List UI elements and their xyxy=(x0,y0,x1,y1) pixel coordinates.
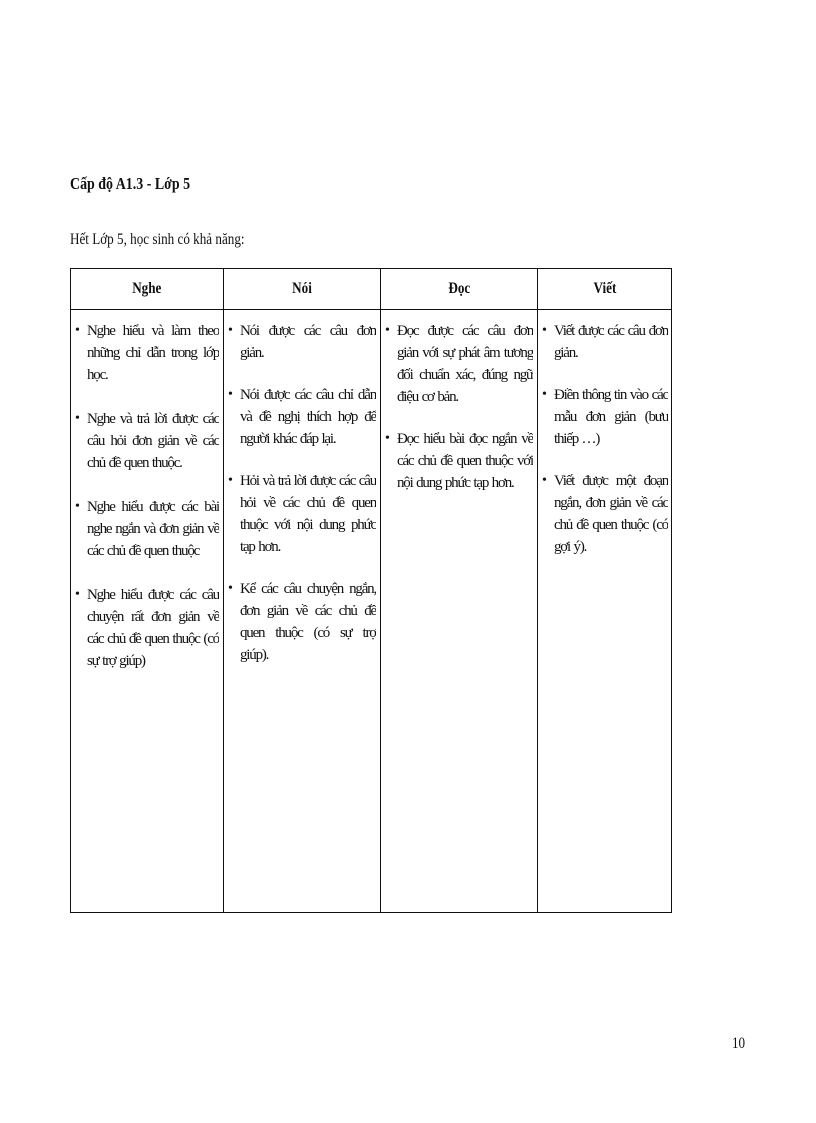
bullet-icon: • xyxy=(228,473,233,488)
header-label-doc: Đọc xyxy=(448,280,470,297)
list-item xyxy=(75,496,219,562)
section-heading: Cấp độ A1.3 - Lớp 5 xyxy=(70,174,191,193)
list-item xyxy=(228,320,376,364)
column-divider xyxy=(223,269,224,912)
list-item-text: Viết được các câu đơn giản. xyxy=(554,323,668,361)
list-item xyxy=(542,320,668,364)
cell-noi xyxy=(228,320,376,666)
list-item-text: Đọc được các câu đơn giản với sự phát âm tương đối chuẩn xác, đúng ngữ điệu cơ bản. xyxy=(397,323,533,405)
list-item xyxy=(542,470,668,558)
list-item-text: Nói được các câu đơn giản. xyxy=(240,323,376,361)
bullet-icon: • xyxy=(385,323,390,338)
list-item-text: Hỏi và trả lời được các câu hỏi về các chủ đề quen thuộc với nội dung phức tạp hơn. xyxy=(240,473,376,555)
header-cell-nghe xyxy=(71,273,223,305)
list-item xyxy=(228,470,376,558)
bullet-icon: • xyxy=(385,431,390,446)
list-item-text: Nghe hiểu được các bài nghe ngắn và đơn giản về các chủ đề quen thuộc xyxy=(87,499,219,559)
cell-viet xyxy=(542,320,668,558)
bullet-icon: • xyxy=(75,587,80,602)
list-item xyxy=(228,578,376,666)
list-item xyxy=(385,320,533,408)
bullet-icon: • xyxy=(75,323,80,338)
skills-table xyxy=(70,268,672,913)
bullet-icon: • xyxy=(228,387,233,402)
bullet-icon: • xyxy=(228,581,233,596)
cell-doc xyxy=(385,320,533,494)
header-label-nghe: Nghe xyxy=(132,280,162,297)
bullet-icon: • xyxy=(228,323,233,338)
header-label-noi: Nói xyxy=(292,280,312,297)
header-label-viet: Viết xyxy=(593,280,617,297)
list-item xyxy=(75,320,219,386)
list-item xyxy=(542,384,668,450)
intro-text: Hết Lớp 5, học sinh có khả năng: xyxy=(70,231,245,248)
page-number: 10 xyxy=(732,1035,746,1052)
list-item xyxy=(75,408,219,474)
bullet-icon: • xyxy=(75,411,80,426)
list-item xyxy=(228,384,376,450)
header-divider xyxy=(71,309,671,310)
header-cell-viet xyxy=(538,273,672,305)
cell-nghe xyxy=(75,320,219,672)
bullet-icon: • xyxy=(75,499,80,514)
list-item-text: Nghe hiểu được các câu chuyện rất đơn giản về các chủ đề quen thuộc (có sự trợ giúp) xyxy=(87,587,219,669)
column-divider xyxy=(537,269,538,912)
list-item-text: Viết được một đoạn ngắn, đơn giản về các chủ đề quen thuộc (có gợi ý). xyxy=(554,473,668,555)
header-cell-noi xyxy=(224,273,380,305)
list-item-text: Nói được các câu chỉ dẫn và đề nghị thích hợp để người khác đáp lại. xyxy=(240,387,376,447)
list-item xyxy=(385,428,533,494)
bullet-icon: • xyxy=(542,473,547,488)
list-item-text: Đọc hiểu bài đọc ngắn về các chủ đề quen thuộc với nội dung phức tạp hơn. xyxy=(397,431,533,491)
list-item xyxy=(75,584,219,672)
column-divider xyxy=(380,269,381,912)
header-cell-doc xyxy=(381,273,537,305)
list-item-text: Nghe hiểu và làm theo những chỉ dẫn trong lớp học. xyxy=(87,323,219,383)
bullet-icon: • xyxy=(542,387,547,402)
list-item-text: Nghe và trả lời được các câu hỏi đơn giản về các chủ đề quen thuộc. xyxy=(87,411,219,471)
list-item-text: Kể các câu chuyện ngắn, đơn giản về các chủ đề quen thuộc (có sự trợ giúp). xyxy=(240,581,376,663)
bullet-icon: • xyxy=(542,323,547,338)
list-item-text: Điền thông tin vào các mẫu đơn giản (bưu thiếp …) xyxy=(554,387,668,447)
